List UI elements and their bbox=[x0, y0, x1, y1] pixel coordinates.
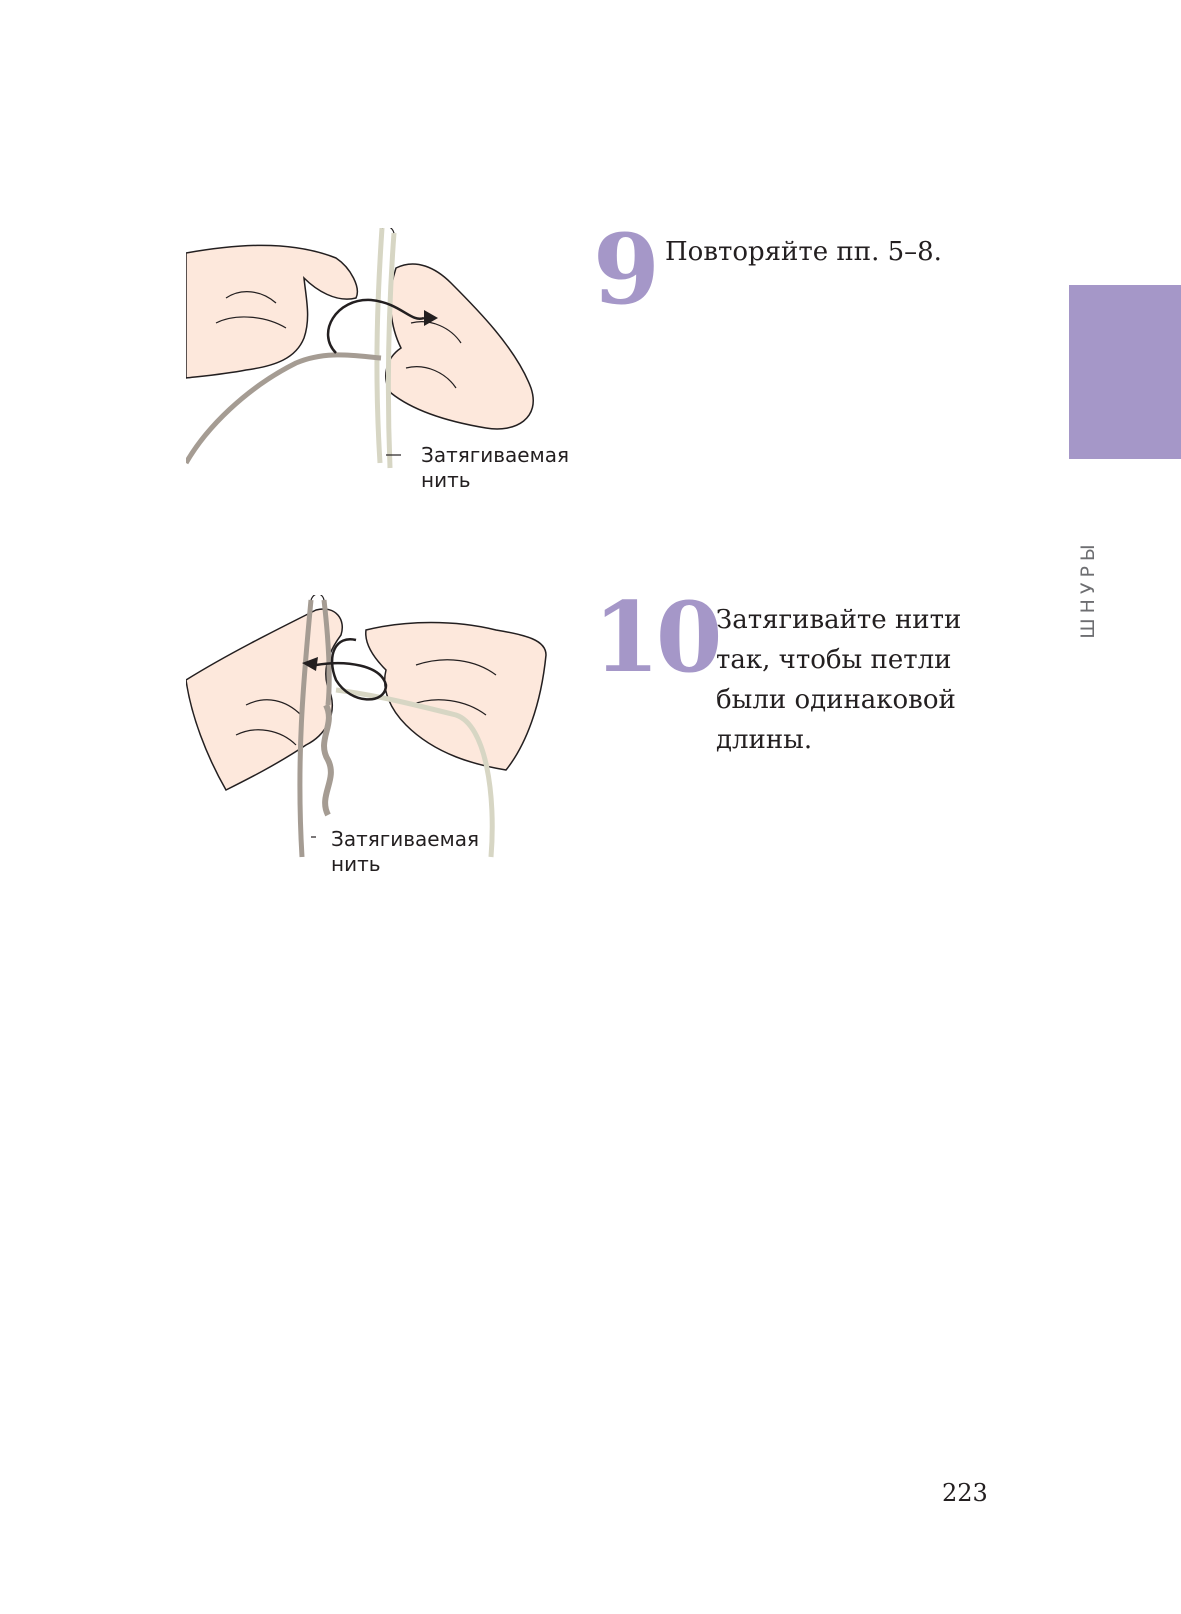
step-10 bbox=[593, 581, 1013, 760]
step-text-line: были одинаковой bbox=[716, 685, 956, 715]
section-color-tab bbox=[1069, 285, 1181, 459]
step-text-line: Затягивайте нити bbox=[716, 605, 962, 635]
label-line-2: нить bbox=[421, 468, 471, 492]
section-label-text: ШНУРЫ bbox=[1077, 539, 1099, 639]
label-line-2: нить bbox=[331, 852, 381, 876]
illustration-step-9 bbox=[186, 228, 569, 498]
section-label bbox=[1068, 537, 1108, 641]
step-text-line: так, чтобы петли bbox=[716, 645, 952, 675]
step-text-line: длины. bbox=[716, 725, 813, 755]
illustration-label bbox=[421, 443, 581, 493]
illustration-step-10 bbox=[186, 595, 556, 885]
step-number: 10 bbox=[593, 581, 719, 694]
step-number: 9 bbox=[593, 213, 656, 326]
illustration-label bbox=[331, 827, 491, 877]
label-line-1: Затягиваемая bbox=[421, 443, 569, 467]
step-text: Повторяйте пп. 5–8. bbox=[665, 237, 942, 267]
page-number: 223 bbox=[942, 1479, 988, 1507]
step-9 bbox=[593, 213, 1013, 326]
step-text bbox=[716, 600, 961, 760]
label-line-1: Затягиваемая bbox=[331, 827, 479, 851]
